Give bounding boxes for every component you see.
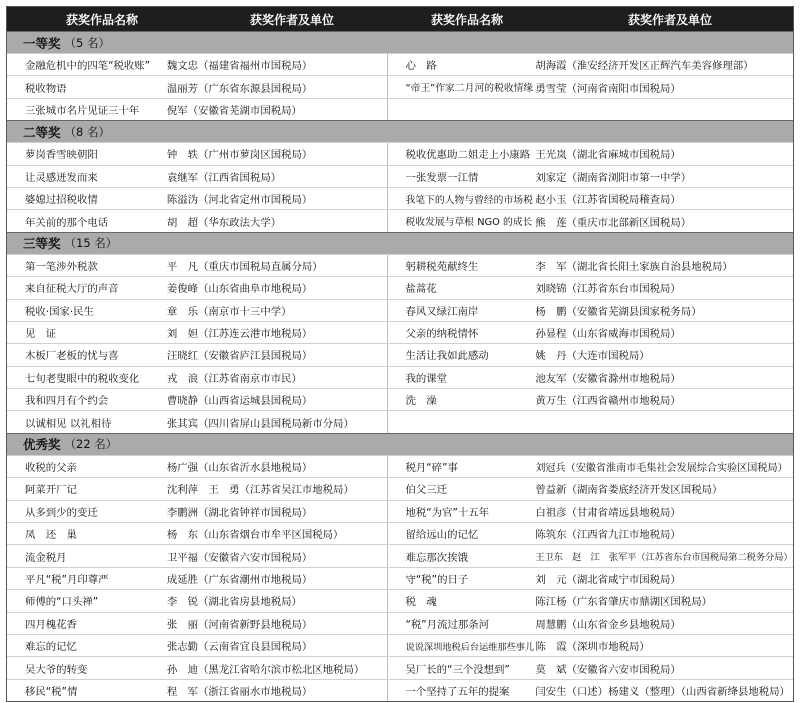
work-title: “帝王”作家二月河的税收情缘 [405,83,534,95]
table-row [7,75,793,97]
work-title: 来自征税大厅的声音 [25,283,119,296]
work-title: 金融危机中的四笔“税收账” [25,60,151,73]
row-left-half [7,99,388,120]
table-header [7,7,793,31]
author-unit: 王卫东 赵 江 张军平（江苏省东台市国税局第二税务分局） [535,552,793,564]
author-unit: 杨 鹏（安徽省芜湖县国家税务局） [535,305,702,318]
row-left-half [7,680,388,701]
row-left-half [7,523,388,544]
author-unit: 姜俊峰（山东省曲阜市地税局） [166,283,313,296]
work-title: 税收优惠助二姐走上小康路 [405,149,531,162]
row-left-half [7,300,388,321]
row-left-half [7,411,388,432]
work-title: 从多到少的变迁 [25,506,98,519]
author-unit: 陈 霞（深圳市地税局） [535,641,650,654]
awards-table [6,6,794,702]
author-unit: 白祖彦（甘肃省靖远县地税局） [535,506,681,519]
row-right-half [388,188,793,209]
section-count: （22 名） [64,437,118,452]
author-unit: 张其宾（四川省屏山县国税局新市分局） [166,417,354,430]
author-unit: 李 军（湖北省长阳土家族自治县地税局） [535,260,733,273]
row-left-half [7,545,388,566]
table-row [7,366,793,388]
author-unit: 刘家定（湖南省浏阳市第一中学） [535,171,692,184]
table-row [7,343,793,365]
row-left-half [7,166,388,187]
row-left-half [7,635,388,656]
work-title: 流金税月 [25,551,67,564]
work-title: 四月槐花香 [25,618,77,631]
row-left-half [7,277,388,298]
row-left-half [7,568,388,589]
work-title: 平凡“税”月印尊严 [25,574,109,586]
table-row [7,254,793,276]
table-row [7,98,793,120]
row-right-half [388,99,793,120]
work-title: 我的课堂 [405,372,448,385]
work-title: 守“税”的日子 [405,574,469,586]
work-title: 税月“碎”事 [405,462,458,475]
work-title: 说说深圳地税后台运维那些事儿 [405,641,535,653]
work-title: 地税“为官”十五年 [405,506,490,519]
author-unit: 钟 轶（广州市萝岗区国税局） [166,149,313,162]
author-unit: 赵小玉（江苏省国税局稽查局） [535,194,681,207]
row-right-half [388,277,793,298]
author-unit: 平 凡（重庆市国税局直属分局） [166,260,323,273]
work-title: 难忘的记忆 [25,641,77,654]
table-row [7,388,793,410]
author-unit: 周慧鹏（山东省金乡县地税局） [535,618,681,631]
row-right-half [388,568,793,589]
row-right-half [388,389,793,410]
row-left-half [7,613,388,634]
work-title: 洗 澡 [405,395,437,408]
author-unit: 胡 超（华东政法大学） [166,216,282,229]
author-unit: 魏文忠（福建省福州市国税局） [166,60,313,73]
work-title: 七旬老叟眼中的税收变化 [25,372,140,385]
author-unit: 刘晓锦（江苏省东台市国税局） [535,283,681,296]
table-row [7,500,793,522]
work-title: 萝岗香雪映朝阳 [25,149,98,162]
work-title: 我笔下的人物与曾经的市场税 [405,194,533,206]
work-title: 躬耕税苑献终生 [405,260,479,273]
table-row [7,477,793,499]
table-row [7,209,793,231]
section-header [7,232,793,254]
row-right-half [388,657,793,678]
table-row [7,544,793,566]
work-title: 税收物语 [25,82,67,95]
section-title: 二等奖 [23,124,61,140]
author-unit: 杨广强（山东省沂水县地税局） [166,462,313,475]
author-unit: 沈利萍 王 勇（江苏省吴江市地税局） [166,484,354,497]
section-count: （15 名） [64,236,118,251]
row-right-half [388,367,793,388]
section-title: 优秀奖 [23,437,61,453]
row-left-half [7,322,388,343]
author-unit: 曹晓静（山西省运城县国税局） [166,395,313,408]
row-left-half [7,590,388,611]
author-unit: 李 锐（湖北省房县地税局） [166,596,302,609]
author-unit: 温丽芳（广东省东源县国税局） [166,82,313,95]
table-row [7,410,793,432]
section-title: 三等奖 [23,236,61,252]
work-title: 阿菜开厂记 [25,484,77,497]
author-unit: 倪军（安徽省芜湖市国税局） [166,104,302,117]
row-right-half [388,54,793,75]
table-row [7,53,793,75]
work-title: 吴厂长的“三个没想到” [405,663,510,676]
author-unit: 陈江杨（广东省肇庆市鼎湖区国税局） [535,596,712,609]
table-row [7,299,793,321]
work-title: 师傅的“口头禅” [25,596,99,609]
author-unit: 刘冠兵（安徽省淮南市毛集社会发展综合实验区国税局） [535,463,788,475]
author-unit: 陈溢沩（河北省定州市国税局） [166,194,313,207]
author-unit: 孙 迪（黑龙江省哈尔滨市松北区地税局） [166,663,365,676]
header-work-title-right: 获奖作品名称 [430,12,503,27]
author-unit: 勇雪莹（河南省南阳市国税局） [535,82,681,95]
author-unit: 池友军（安徽省滁州市地税局） [535,372,681,385]
header-author-unit-right: 获奖作者及单位 [627,12,712,27]
row-right-half [388,255,793,276]
work-title: 让灵感迸发而来 [25,171,98,184]
header-author-unit-left: 获奖作者及单位 [249,12,334,27]
row-left-half [7,255,388,276]
author-unit: 程 军（浙江省丽水市地税局） [166,685,313,698]
row-left-half [7,367,388,388]
table-row [7,522,793,544]
author-unit: 卫平福（安徽省六安市国税局） [166,551,313,564]
row-right-half [388,166,793,187]
row-left-half [7,76,388,97]
table-row [7,634,793,656]
table-row [7,679,793,701]
table-row [7,276,793,298]
work-title: 移民“税”情 [25,685,78,698]
work-title: 春风又绿江南岸 [405,305,479,318]
row-left-half [7,188,388,209]
author-unit: 刘 元（湖北省咸宁市国税局） [535,574,681,586]
row-right-half [388,501,793,522]
author-unit: 汪晓红（安徽省庐江县国税局） [166,350,313,363]
author-unit: 闫安生（口述）杨建义（整理）（山西省新绛县地税局） [535,685,790,698]
section-header [7,120,793,142]
author-unit: 孙显程（山东省威海市国税局） [535,328,681,341]
row-left-half [7,478,388,499]
table-row [7,455,793,477]
section-header [7,433,793,455]
row-right-half [388,635,793,656]
work-title: 伯父三迁 [405,484,448,497]
section-count: （8 名） [64,124,110,139]
author-unit: 成延胜（广东省潮州市地税局） [166,574,313,586]
author-unit: 张志勤（云南省宜良县国税局） [166,641,313,654]
author-unit: 刘 妲（江苏连云港市地税局） [166,328,313,341]
table-row [7,656,793,678]
row-left-half [7,143,388,164]
author-unit: 袁继军（江西省国税局） [166,171,282,184]
table-row [7,612,793,634]
work-title: 税收·国家·民生 [25,305,94,318]
section-count: （5 名） [64,35,110,50]
row-right-half [388,523,793,544]
work-title: 婆媳过招税收情 [25,194,98,207]
work-title: 留给远山的记忆 [405,529,479,542]
row-left-half [7,456,388,477]
row-right-half [388,590,793,611]
table-row [7,321,793,343]
row-left-half [7,344,388,365]
row-left-half [7,210,388,231]
row-right-half [388,76,793,97]
work-title: 难忘那次挨饿 [405,551,468,564]
work-title: 三张城市名片见证三十年 [25,104,140,117]
row-left-half [7,54,388,75]
work-title: 第一笔涉外税款 [25,260,98,273]
work-title: 生活让我如此感动 [405,350,489,363]
work-title: 木板厂老板的忧与喜 [25,350,119,363]
table-body [7,31,793,701]
row-right-half [388,456,793,477]
row-left-half [7,501,388,522]
work-title: 心 路 [405,60,437,73]
row-right-half [388,411,793,432]
work-title: 税 魂 [405,596,437,609]
row-right-half [388,300,793,321]
work-title: 凤 还 巢 [25,529,77,542]
table-row [7,165,793,187]
author-unit: 熊 莲（重庆市北部新区国税局） [535,216,692,229]
section-header [7,31,793,53]
work-title: 见 证 [25,328,57,341]
author-unit: 戎 浪（江苏省南京市市民） [166,372,302,385]
author-unit: 胡海霞（淮安经济开发区正辉汽车美容修理部） [535,60,754,73]
row-right-half [388,680,793,701]
author-unit: 章 乐（南京市十三中学） [166,305,292,318]
work-title: 税收发展与草根 NGO 的成长 [405,217,533,229]
row-right-half [388,143,793,164]
row-left-half [7,657,388,678]
row-right-half [388,545,793,566]
work-title: 年关前的那个电话 [25,216,109,229]
author-unit: 王光岚（湖北省麻城市国税局） [535,149,681,162]
table-row [7,187,793,209]
row-right-half [388,478,793,499]
header-work-title-left: 获奖作品名称 [65,12,138,27]
author-unit: 姚 丹（大连市国税局） [535,350,650,363]
author-unit: 李鹏洲（湖北省钟祥市国税局） [166,506,313,519]
work-title: 我和四月有个约会 [25,395,109,408]
work-title: 一张发票一江情 [405,171,479,184]
table-row [7,567,793,589]
row-right-half [388,613,793,634]
work-title: 一个坚持了五年的提案 [405,685,510,698]
author-unit: 黄万生（江西省赣州市地税局） [535,395,681,408]
work-title: 以诚相见 以礼相待 [25,417,112,430]
author-unit: 曾益新（湖南省娄底经济开发区国税局） [535,484,723,497]
author-unit: 莫 斌（安徽省六安市国税局） [535,663,681,676]
work-title: “税”月流过那条河 [405,618,490,631]
work-title: 吴大爷的转变 [25,663,88,676]
row-right-half [388,210,793,231]
table-row [7,589,793,611]
work-title: 收税的父亲 [25,462,77,475]
row-right-half [388,322,793,343]
work-title: 盐蒿花 [405,283,437,296]
work-title: 父亲的纳税情怀 [405,328,479,341]
author-unit: 张 丽（河南省新野县地税局） [166,618,313,631]
row-left-half [7,389,388,410]
author-unit: 杨 东（山东省烟台市牟平区国税局） [166,529,344,542]
row-right-half [388,344,793,365]
author-unit: 陈筑东（江西省九江市地税局） [535,529,681,542]
table-row [7,142,793,164]
section-title: 一等奖 [23,35,61,51]
